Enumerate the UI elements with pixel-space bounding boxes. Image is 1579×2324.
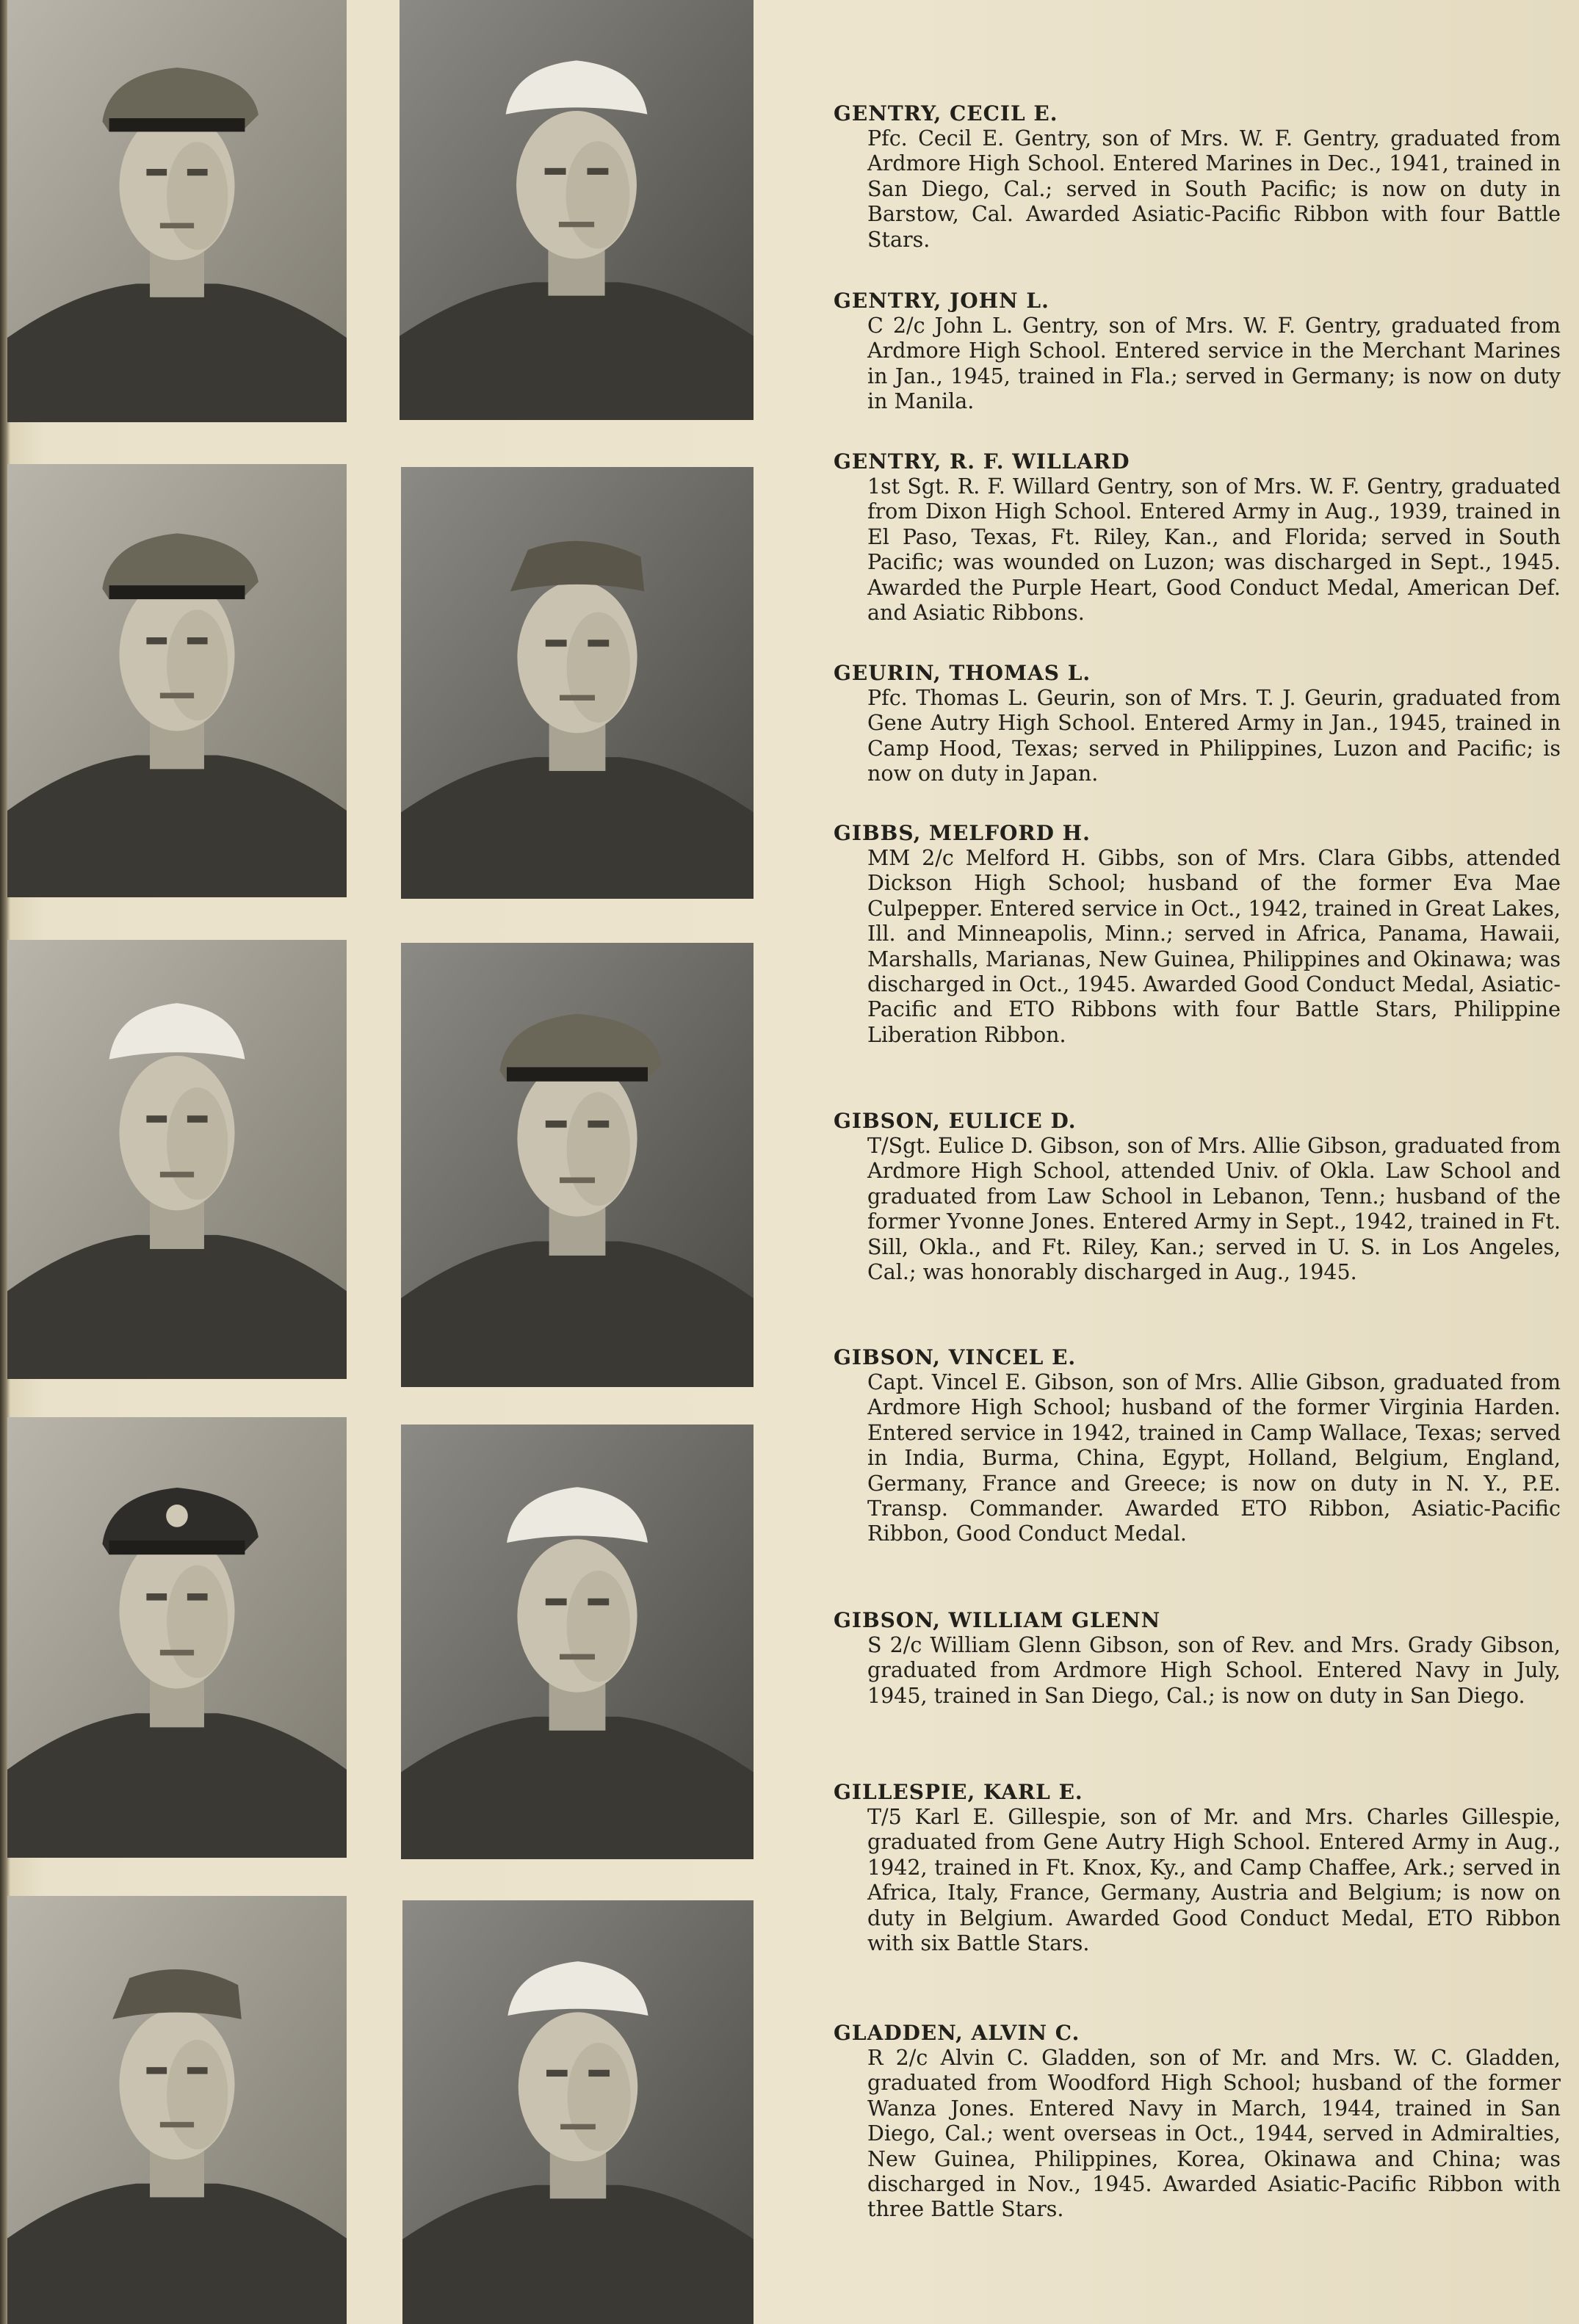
portrait-photo — [7, 1896, 347, 2324]
portrait-photo — [402, 1900, 754, 2324]
entry-text: C 2/c John L. Gentry, son of Mrs. W. F. Gentry, graduated from Ardmore High School. Entered service in the Merchant Marines in Jan., 1945, trained in Fla.; served in Germany; is now on duty in Manila. — [867, 314, 1561, 414]
entry-gibson-vincel — [834, 1345, 1561, 1547]
entry-text: Pfc. Cecil E. Gentry, son of Mrs. W. F. Gentry, graduated from Ardmore High School. Entered Marines in Dec., 1941, trained in San Diego, Cal.; served in South Pacific; is now on duty in Barstow, Cal. Awarded Asiatic-Pacific Ribbon with four Battle Stars. — [867, 126, 1561, 252]
entry-text: T/Sgt. Eulice D. Gibson, son of Mrs. Allie Gibson, graduated from Ardmore High School, attended Univ. of Okla. Law School and graduated from Law School in Lebanon, Tenn.; husband of the former Yvonne Jones. Entered Army in Sept., 1942, trained in Ft. Sill, Okla., and Ft. Riley, Kan.; served in U. S. in Los Angeles, Cal.; was honorably discharged in Aug., 1945. — [867, 1134, 1561, 1285]
entry-text: MM 2/c Melford H. Gibbs, son of Mrs. Clara Gibbs, attended Dickson High School; husband of the former Eva Mae Culpepper. Entered service in Oct., 1942, trained in Great Lakes, Ill. and Minneapolis, Minn.; served in Africa, Panama, Hawaii, Marshalls, Marianas, New Guinea, Philippines and Okinawa; was discharged in Oct., 1945. Awarded Good Conduct Medal, Asiatic-Pacific and ETO Ribbons with four Battle Stars, Philippine Liberation Ribbon. — [867, 846, 1561, 1047]
entry-name: GIBBS, MELFORD H. — [834, 821, 1091, 845]
portrait-image — [7, 0, 347, 422]
entry-gibson-eulice — [834, 1109, 1561, 1285]
entry-text: T/5 Karl E. Gillespie, son of Mr. and Mrs. Charles Gillespie, graduated from Gene Autry High School. Entered Army in Aug., 1942, trained in Ft. Knox, Ky., and Camp Chaffee, Ark.; served in Africa, Italy, France, Germany, Austria and Belgium; is now on duty in Belgium. Awarded Good Conduct Medal, ETO Ribbon with six Battle Stars. — [867, 1805, 1561, 1956]
portrait-image — [402, 1900, 754, 2324]
entry-gibson-william — [834, 1608, 1561, 1709]
portrait-photo — [400, 0, 754, 420]
portrait-photo — [401, 467, 754, 899]
portrait-photo — [401, 943, 754, 1387]
portrait-image — [401, 467, 754, 899]
portrait-photo — [7, 1417, 347, 1858]
portrait-image — [7, 1896, 347, 2324]
entry-gentry-cecil — [834, 101, 1561, 253]
entry-text: 1st Sgt. R. F. Willard Gentry, son of Mrs. W. F. Gentry, graduated from Dixon High School. Entered Army in Aug., 1939, trained in El Paso, Texas, Ft. Riley, Kan., and Florida; served in South Pacific; was wounded on Luzon; was discharged in Sept., 1945. Awarded the Purple Heart, Good Conduct Medal, American Def. and Asiatic Ribbons. — [867, 474, 1561, 626]
entry-text: Capt. Vincel E. Gibson, son of Mrs. Allie Gibson, graduated from Ardmore High School; husband of the former Virginia Harden. Entered service in 1942, trained in Camp Wallace, Texas; served in India, Burma, China, Egypt, Holland, Belgium, England, Germany, France and Greece; is now on duty in N. Y., P.E. Transp. Commander. Awarded ETO Ribbon, Asiatic-Pacific Ribbon, Good Conduct Medal. — [867, 1370, 1561, 1546]
entry-name: GLADDEN, ALVIN C. — [834, 2021, 1080, 2045]
entry-gladden-alvin — [834, 2021, 1561, 2223]
portrait-image — [401, 943, 754, 1387]
portrait-image — [7, 1417, 347, 1858]
entry-name: GENTRY, R. F. WILLARD — [834, 449, 1130, 474]
entry-name: GENTRY, JOHN L. — [834, 289, 1049, 313]
entry-name: GIBSON, EULICE D. — [834, 1109, 1077, 1133]
portrait-image — [7, 464, 347, 897]
portrait-photo — [401, 1425, 754, 1859]
entry-name: GEURIN, THOMAS L. — [834, 661, 1091, 685]
entry-geurin-thomas — [834, 661, 1561, 787]
entry-text: R 2/c Alvin C. Gladden, son of Mr. and Mrs. W. C. Gladden, graduated from Woodford High School; husband of the former Wanza Jones. Entered Navy in March, 1944, trained in San Diego, Cal.; went overseas in Oct., 1944, served in Admiralties, New Guinea, Philippines, Korea, Okinawa and China; was discharged in Nov., 1945. Awarded Asiatic-Pacific Ribbon with three Battle Stars. — [867, 2046, 1561, 2222]
entry-text: S 2/c William Glenn Gibson, son of Rev. and Mrs. Grady Gibson, graduated from Ardmore High School. Entered Navy in July, 1945, trained in San Diego, Cal.; is now on duty in San Diego. — [867, 1633, 1561, 1708]
portrait-photo — [7, 464, 347, 897]
entry-text: Pfc. Thomas L. Geurin, son of Mrs. T. J. Geurin, graduated from Gene Autry High School. Entered Army in Jan., 1945, trained in Camp Hood, Texas; served in Philippines, Luzon and Pacific; is now on duty in Japan. — [867, 686, 1561, 786]
portrait-image — [7, 940, 347, 1379]
entry-name: GIBSON, WILLIAM GLENN — [834, 1608, 1161, 1632]
entry-gillespie-karl — [834, 1780, 1561, 1956]
portrait-image — [400, 0, 754, 420]
portrait-image — [401, 1425, 754, 1859]
entry-gentry-willard — [834, 449, 1561, 626]
entry-gibbs-melford — [834, 821, 1561, 1048]
portrait-photo — [7, 940, 347, 1379]
portrait-photo — [7, 0, 347, 422]
entry-name: GIBSON, VINCEL E. — [834, 1345, 1077, 1369]
entry-name: GILLESPIE, KARL E. — [834, 1780, 1083, 1804]
entry-name: GENTRY, CECIL E. — [834, 101, 1058, 126]
entry-gentry-john — [834, 289, 1561, 415]
